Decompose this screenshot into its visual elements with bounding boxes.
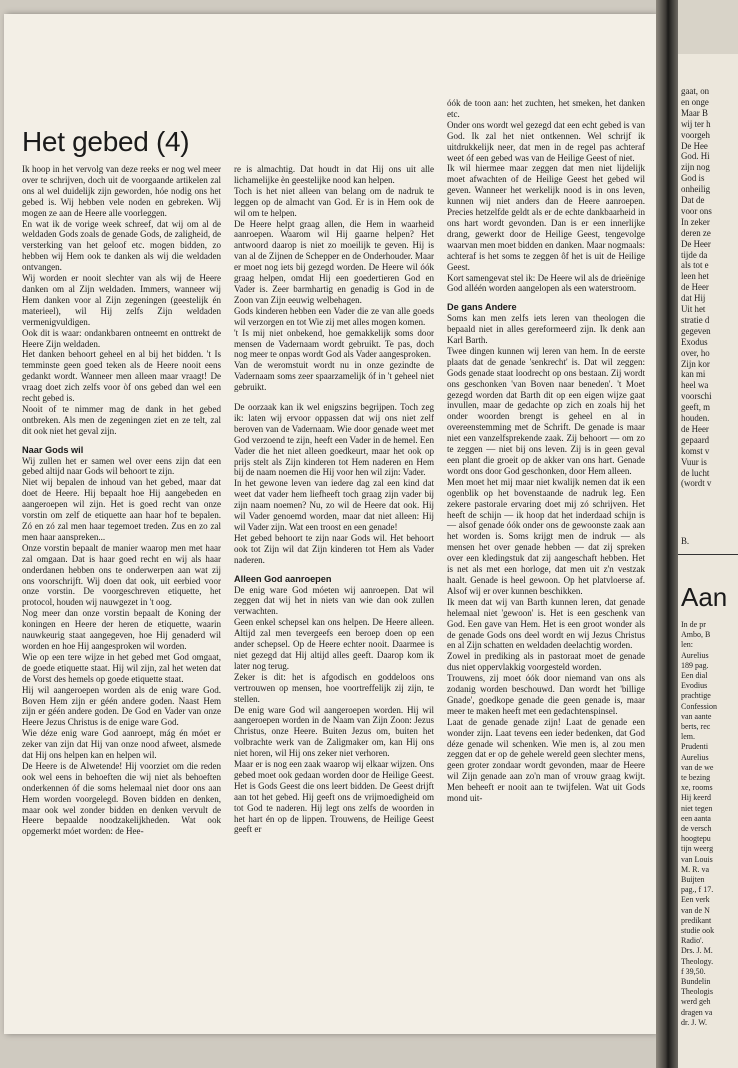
right-text-fragment: houden. (681, 413, 710, 423)
right-text-fragment: Aurelius (681, 650, 709, 660)
right-text-fragment: komst v (681, 445, 710, 456)
right-text-fragment: len: (681, 640, 693, 650)
paragraph: De Heere helpt graag allen, die Hem in waarheid aanroepen. Waarom wil Hij gaarne helpen? Het antwoord daarop is niet zo moeilijk te geven. Hij is van al de Zijnen de Schepper en de Onderhouder. Maar er moet nog iets bij gezegd worden. De Heere wil óók graag helpen, omdat Hij een goedertieren God en Vader is. Zeer barmhartig en genadig is God in de Zoon van Zijn eeuwig welbehagen. (234, 218, 434, 305)
right-text-fragment: een aanta (681, 813, 711, 823)
paragraph: De enig ware God wil aangeroepen worden. Hij wil aangeroepen worden in de Naam van Zijn Zoon: Jezus Christus, onze Heere. Buiten Jezus om, buiten het volbrachte werk van de Zaligmaker om, kan Hij ons niet horen, wil Hij ons zeker niet verhoren. (234, 704, 434, 759)
paragraph: Zeker is dit: het is afgodisch en goddeloos ons vertrouwen op mensen, hoe voortreffelijk zij zijn, te stellen. (234, 671, 434, 704)
right-text-fragment: van de we (681, 762, 714, 772)
right-text-fragment: hoogtepu (681, 834, 711, 844)
subheading-naar-gods-wil: Naar Gods wil (22, 444, 84, 455)
paragraph: Laat de genade genade zijn! Laat de genade een wonder zijn. Laat tevens een ieder bedenken, dat God déze genade wil schenken. Wie men is, al zou men zeggen dat er op de gehele wereld geen slechter mens, geen groter zondaar wordt gevonden, maar de Heere wil Zijn genade aan zo'n man of vrouw graag kwijt. Men beheeft er nooit aan te twijfelen. Wat uit Gods mond uit- (447, 716, 645, 804)
paragraph: Onder ons wordt wel gezegd dat een echt gebed is van God. Ik zal het niet ontkennen. Wel schrijf ik uitdrukkelijk neer, dat men in de regel pas achteraf weet óf een gebed was van de Heilige Geest of niet. (447, 119, 645, 163)
paragraph: Maar er is nog een zaak waarop wij elkaar wijzen. Ons gebed moet ook gedaan worden door de Heilige Geest. Het is Gods Geest die ons leert bidden. De Geest drijft aan tot het gebed. Hij geeft ons de vrijmoedigheid om tot God te naderen. Hij legt ons zelfs de woorden in het hart én op de lippen. Trouwens, de Heilige Geest geeft er (234, 759, 434, 835)
column-1 (22, 164, 221, 837)
divider-rule (678, 554, 738, 555)
right-text-fragment: Buijten (681, 875, 705, 884)
right-text-fragment: Dat de (681, 195, 705, 205)
right-page-top-shadow (678, 0, 738, 54)
right-text-fragment: van Louis (681, 854, 713, 864)
right-page-cropped (678, 0, 738, 1068)
right-text-fragment: als tot e (681, 260, 709, 271)
right-text-fragment: en onge (681, 96, 709, 107)
paragraph: Twee dingen kunnen wij leren van hem. In de eerste plaats dat de genade 'senkrecht' is. Dat wil zeggen: Gods genade staat loodrecht op ons bestaan. Zij wordt ons geschonken 'van Boven naar beneden'. 't Moet gezegd worden dat Barth dit op een eigen wijze gaat invullen, maar de gedachte op zich en zoals hij het onder woorden brengt is geheel en al in overeenstemming met de Schrift. De genade is maar niet een vanzelfsprekende zaak. Zij behoort — om zo te zeggen — niet bij ons leven. Zij is in geen geval een plant die groeit op de akker van ons hart. Genade wordt ons door God geschonken, door Hem alleen. (447, 345, 645, 476)
paragraph: Het danken behoort geheel en al bij het bidden. 't Is temminste geen goed teken als de Heere nooit eens gedankt wordt. Wanneer men alleen maar vraagt! De vraag doet zich zelfs voor òf ons gebed dan wel een recht gebed is. (22, 349, 221, 404)
column-2 (234, 164, 434, 835)
right-text-fragment: stratie d (681, 314, 710, 325)
right-text-fragment: 189 pag. (681, 660, 709, 670)
right-text-fragment: lem. (681, 732, 695, 742)
right-text-fragment: Een dial (681, 671, 708, 680)
right-text-fragment: Drs. J. M. (681, 946, 713, 956)
right-text-fragment: Uit het (681, 304, 706, 314)
paragraph: Hij wil aangeroepen worden als de enig ware God. Boven Hem zijn er géén andere goden. Naast Hem zijn er géén andere goden. De God en Vader van onze Heere Jezus Christus is de enige ware God. (22, 684, 221, 728)
right-text-fragment: Vuur is (681, 456, 707, 467)
right-text-fragment: gepaard (681, 434, 710, 445)
paragraph: Onze vorstin bepaalt de manier waarop men met haar zal omgaan. Dat is haar goed recht en wij als haar onderdanen hebben ons te onderwerpen aan wat zij ons voorschrijft. Wij doen dat ook, uit eerbied voor onze vorstin. De voorgeschreven etiquette, het protocol, houden wij nauwgezet in 't oog. (22, 542, 221, 608)
left-page (4, 14, 656, 1034)
right-text-fragment: over, ho (681, 347, 710, 358)
paragraph: re is almachtig. Dat houdt in dat Hij ons uit alle lichamelijke èn geestelijke nood kan helpen. (234, 164, 434, 185)
paragraph: En wat ik de vorige week schreef, dat wij om al de weldaden Gods zoals de genade Gods, de zaligheid, de versterking van het geloof etc. mogen bidden, zo hebben wij Hem ook te danken als wij die weldaden ontvangen. (22, 218, 221, 273)
right-text-fragment: Aurelius (681, 752, 709, 762)
right-text-fragment: dragen va (681, 1007, 713, 1017)
right-text-fragment: voor ons (681, 205, 712, 216)
paragraph: De Heere is de Alwetende! Hij voorziet om die reden ook wel eens in behoeften die wij niet als behoeften onderkennen óf die soms helemaal niet door ons aan Hem worden voorgelegd. Boven bidden en denken, maar ook wel zonder bidden en denken vervult de Heere bepaalde noodzakelijkheden. Wat ook opgemerkt móet worden: de Hee- (22, 760, 221, 837)
right-text-fragment: studie ook (681, 926, 715, 935)
right-text-fragment: geeft, m (681, 402, 711, 413)
right-text-fragment: niet tegen (681, 803, 713, 813)
right-text-fragment: tijn weerg (681, 844, 714, 854)
right-text-fragment: Evodius (681, 681, 708, 691)
paragraph: Ik hoop in het vervolg van deze reeks er nog wel meer over te schrijven, doch uit de voorgaande artikelen zal ons al wel duidelijk zijn geworden, hóe nodig ons het gebed is. Wij hebben vele noden en gebreken. Wij mogen ze aan de Heere alle voorleggen. (22, 164, 221, 218)
right-text-fragment: leen het (681, 271, 709, 282)
right-text-fragment: M. R. va (681, 864, 709, 874)
right-text-fragment: Hij keerd (681, 793, 711, 803)
column-3 (447, 98, 645, 804)
right-text-fragment: Zijn kor (681, 358, 710, 369)
right-text-fragment: Maar B (681, 107, 708, 118)
right-text-fragment: Een verk (681, 895, 710, 905)
right-text-fragment: berts, rec (681, 722, 711, 731)
right-text-fragment: prachtige (681, 691, 711, 701)
paragraph: Niet wij bepalen de inhoud van het gebed, maar dat doet de Heere. Hij bepaalt hoe Hij aangebeden en aangeroepen wil zijn. Het is goed recht van onze vorstin om zelf de etiquette aan haar hof te bepalen. Zó en zó zal men haar tegemoet treden. Zus en zo zal men haar aanspreken... (22, 477, 221, 542)
paragraph: Nog meer dan onze vorstin bepaalt de Koning der koningen en Heere der heren de etiquette, waarin nauwkeurig staat aangegeven, hoe Hij genaderd wil worden en hoe Hij aangesproken wil worden. (22, 608, 221, 651)
right-text-fragment: De Hee (681, 140, 708, 151)
right-text-fragment: de lucht (681, 467, 710, 478)
paragraph: De oorzaak kan ik wel enigszins begrijpen. Toch zeg ik: laten wij ervoor oppassen dat wij ons niet zelf beroven van de Vadernaam. Wie door genade weet met God verzoend te zijn, heeft een Vader in de hemel. Een Vader die het niet alleen goedkeurt, maar het ook op prijs stelt als Zijn kinderen tot Hem naderen en Hem bij de naam noemen die Hij voor hen wil zijn: Vader. (234, 402, 434, 478)
paragraph: Wij worden er nooit slechter van als wij de Heere danken om al Zijn weldaden. Immers, wanneer wij Hem danken voor al Zijn zegeningen (geestelijk én materieel), wil Hij zelfs Zijn weldaden vermenigvuldigen. (22, 273, 221, 327)
right-text-fragment: tijde da (681, 249, 708, 260)
right-text-fragment: gegeven (681, 325, 711, 336)
right-text-fragment: f 39,50. (681, 966, 706, 976)
right-article-title: Aan (681, 582, 728, 612)
paragraph: Men moet het mij maar niet kwalijk nemen dat ik een ogenblik op het bovenstaande de nadruk leg. Een zekere pastorale ervaring doet mij zó schrijven. Het heeft de schijn — ik hoop dat het inderdaad schijn is — alsof genade óók onder ons de gewoonste zaak aan het worden is. Soms krijgt men de indruk — als mensen het over genade hebben — dat zij spreken over een kledingstuk dat zij aangeschaft hebben. Het is net als met een horloge, dat men uit z'n vestzak haalt. Genade is heel gewoon. Op het platvloerse af. Alsof wij er over kunnen beschikken. (447, 476, 645, 596)
paragraph: Toch is het niet alleen van belang om de nadruk te leggen op de almacht van God. Er is in Hem ook de wil om te helpen. (234, 185, 434, 218)
paragraph: óók de toon aan: het zuchten, het smeken, het danken etc. (447, 98, 645, 119)
col1-paragraphs (22, 164, 221, 437)
right-text-fragment: Theology. (681, 956, 714, 966)
right-text-fragment: Prudenti (681, 742, 709, 752)
paragraph: Van de weromstuit wordt nu in onze gezindte de Vadernaam soms zeer spaarzamelijk óf in 't geheel niet gebruikt. (234, 360, 434, 393)
book-gutter (656, 0, 678, 1068)
right-signature: B. (681, 536, 690, 546)
subheading-de-gans-andere: De gans Andere (447, 302, 517, 313)
right-text-fragment: heel wa (681, 380, 709, 391)
paragraph: Nooit of te nimmer mag de dank in het gebed ontbreken. Als men de zegeningen ziet en ze telt, zal dit ook niet het geval zijn. (22, 403, 221, 436)
paragraph: Ik meen dat wij van Barth kunnen leren, dat genade helemaal niet 'gewoon' is. Het is een geschenk van God. Een gave van Hem. Het is een groot wonder als de genade Gods ons deel wordt en wij Jezus Christus en al Zijn schatten en weldaden deelachtig worden. (447, 596, 645, 651)
right-text-fragment: predikant (681, 915, 712, 925)
right-text-fragment: deren ze (681, 227, 711, 238)
right-text-fragment: voorgeh (681, 129, 710, 140)
right-text-fragment: kan mi (681, 369, 706, 380)
paragraph: Gods kinderen hebben een Vader die ze van alle goeds wil verzorgen en tot Wie zij met alles mogen komen. (234, 305, 434, 327)
right-text-fragment: God. Hi (681, 151, 710, 162)
right-text-fragment: Bundelin (681, 977, 711, 986)
article-title: Het gebed (4) (22, 126, 190, 157)
paragraph: Wij zullen het er samen wel over eens zijn dat een gebed altijd naar Gods wil behoort te zijn. (22, 455, 221, 477)
paragraph: 't Is mij niet onbekend, hoe gemakkelijk soms door mensen de Vadernaam wordt gebruikt. Te pas, doch nog meer te onpas wordt God als Vader aangesproken. (234, 327, 434, 360)
paragraph: Het gebed behoort te zijn naar Gods wil. Het behoort ook tot Zijn wil dat Zijn kinderen tot Hem als Vader naderen. (234, 532, 434, 565)
right-text-fragment: Confession (681, 701, 717, 711)
right-text-fragment: Radio'. (681, 936, 704, 946)
col1b-paragraphs (22, 456, 221, 838)
right-text-fragment: pag., f 17. (681, 885, 714, 895)
right-text-fragment: van de N (681, 905, 710, 915)
right-text-fragment: de versch (681, 824, 712, 833)
paragraph: Ook dit is waar: ondankbaren ontneemt en onttrekt de Heere Zijn weldaden. (22, 327, 221, 349)
right-text-fragment: (wordt v (681, 478, 712, 489)
right-text-fragment: de Heer (681, 282, 709, 293)
paragraph: Wie op een tere wijze in het gebed met God omgaat, de goede etiquette staat. Hij wil zijn, zal het weten dat de Vorst des hemels op goede etiquette staat. (22, 651, 221, 684)
right-text-fragment: voorschi (681, 391, 712, 402)
paragraph: In het gewone leven van iedere dag zal een kind dat weet dat vader hem liefheeft toch graag zijn vader bij zijn naam noemen? Nu, zo wil de Heere dat ook. Hij wil Vader genoemd worden, maar dat niet alleen: Hij wil Vader zijn. Wat een troost en een genade! (234, 478, 434, 532)
right-text-fragment: werd geh (681, 997, 711, 1007)
right-text-fragment: wij ter h (681, 118, 711, 129)
right-text-fragment: In de pr (681, 620, 706, 629)
paragraph: De enig ware God móeten wij aanroepen. Dat wil zeggen dat wij het in niets van wie dan ook zullen verwachten. (234, 584, 434, 617)
right-text-fragment: Ambo, B (681, 630, 711, 640)
right-text-fragment: God is (681, 173, 705, 184)
subheading-alleen-god-aanroepen: Alleen God aanroepen (234, 573, 332, 584)
paragraph: Geen enkel schepsel kan ons helpen. De Heere alleen. Altijd zal men tevergeefs een beroep doen op een ander schepsel. Op de Heere echter nooit. Daarmee is niet gezegd dat Hij altijd alles geeft. Daarop kom ik later nog terug. (234, 617, 434, 671)
right-text-fragment: zijn nog (681, 162, 710, 173)
paragraph: Zowel in prediking als in pastoraat moet de genade dus niet oppervlakkig voorgesteld worden. (447, 651, 645, 673)
right-text-fragment: xe, rooms (681, 783, 713, 793)
paragraph: Wie déze enig ware God aanroept, mág én móet er zeker van zijn dat Hij van onze nood afweet, alsmede dat Hij ons helpen kan en helpen wil. (22, 728, 221, 761)
right-text-fragment: de Heer (681, 423, 709, 434)
right-text-fragment: De Heer (681, 238, 711, 249)
right-text-fragment: Exodus (681, 336, 708, 347)
right-text-fragment: dr. J. W. (681, 1017, 708, 1027)
paragraph: Ik wil hiermee maar zeggen dat men niet lijdelijk moet afwachten of de Heilige Geest het gebed wil geven. Wanneer het werkelijk nood is in ons leven, kunnen wij niet anders dan de Heere aanroepen. Precies hetzelfde geldt als er de echte dankbaarheid in ons hart wordt gevonden. Dan is er een innerlijke drang, gewerkt door de Heilige Geest, tengevolge waarvan men moet bidden en danken. Maar nogmaals: achteraf is het soms te zeggen ôf het is uit de Heilige Geest. (447, 163, 645, 272)
right-text-fragment: In zeker (681, 216, 710, 227)
right-text-fragment: gaat, on (681, 86, 710, 96)
paragraph: Soms kan men zelfs iets leren van theologen die bepaald niet in alles gereformeerd zijn. Ik denk aan Karl Barth. (447, 313, 645, 346)
right-text-fragment: dat Hij (681, 293, 706, 304)
right-text-fragment: Theologis (681, 987, 713, 997)
right-text-fragment: van aante (681, 711, 712, 721)
paragraph: Trouwens, zij moet óók door niemand van ons als zodanig worden beschouwd. Dan wordt het 'billige Gnade', goedkope genade die geen genade is, maar meer te maken heeft met een gedachtenspinsel. (447, 673, 645, 716)
paragraph: Kort samengevat stel ik: De Heere wil als de drieënige God alléén worden aangelopen als een waterstroom. (447, 272, 645, 294)
right-text-fragment: onheilig (681, 184, 711, 195)
right-text-fragment: te bezing (681, 773, 711, 782)
